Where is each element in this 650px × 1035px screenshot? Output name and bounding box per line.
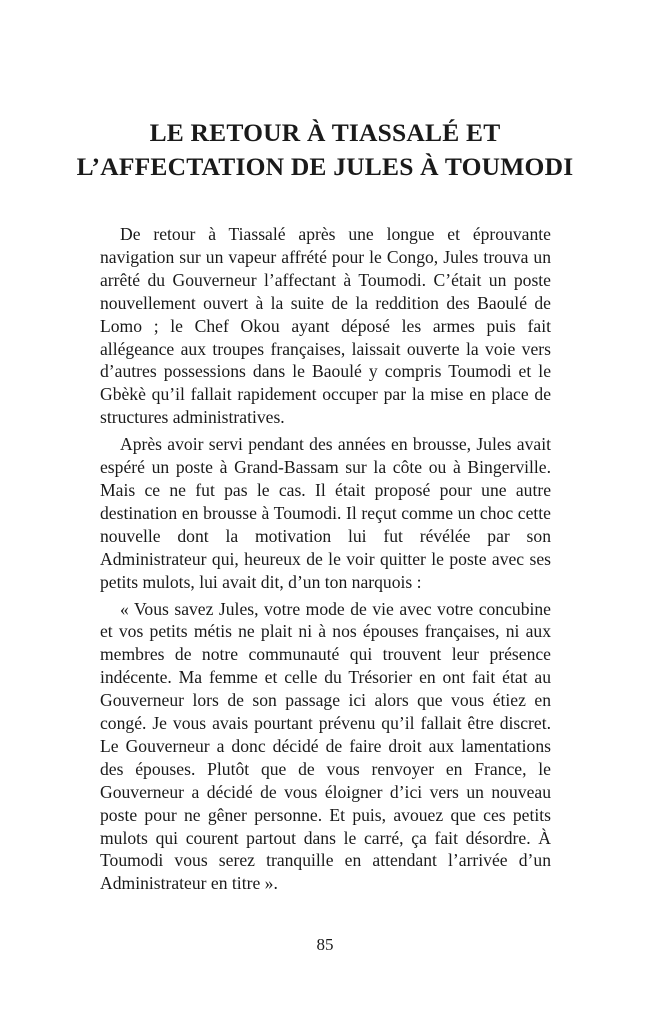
paragraph-1: De retour à Tiassalé après une longue et éprouvante navigation sur un vapeur affrété pour le Congo, Jules trouva un arrêté du Gouverneur l’affectant à Toumodi. C’était un poste nouvellement ouvert à la suite de la reddition des Baoulé de Lomo ; le Chef Okou ayant déposé les armes puis fait allégeance aux troupes françaises, laissait ouverte la voie vers d’autres possessions dans le Baoulé y compris Toumodi et le Gbèkè qu’il fallait rapidement occuper par la mise en place de structures administratives. xyxy=(100,224,551,428)
chapter-title-line-1: LE RETOUR À TIASSALÉ ET xyxy=(149,118,501,147)
paragraph-2: Après avoir servi pendant des années en brousse, Jules avait espéré un poste à Grand-Bassam sur la côte ou à Bingerville. Mais ce ne fut pas le cas. Il était proposé pour une autre destination en brousse à Toumodi. Il reçut comme un choc cette nouvelle dont la motivation lui fut révélée par son Administrateur qui, heureux de le voir quitter le poste avec ses petits mulots, lui avait dit, d’un ton narquois : xyxy=(100,434,551,592)
chapter-title xyxy=(60,116,590,184)
page-number: 85 xyxy=(316,935,334,954)
chapter-title-line-2: L’AFFECTATION DE JULES À TOUMODI xyxy=(76,152,574,181)
paragraph-3: « Vous savez Jules, votre mode de vie avec votre concubine et vos petits métis ne plait ni à nos épouses françaises, ni aux membres de notre communauté qui trouvent leur présence indécente. Ma femme et celle du Trésorier en ont fait état au Gouverneur lors de son passage ici alors que vous étiez en congé. Je vous avais pourtant prévenu qu’il fallait être discret. Le Gouverneur a donc décidé de faire droit aux lamentations des épouses. Plutôt que de vous renvoyer en France, le Gouverneur a décidé de vous éloigner d’ici vers un nouveau poste pour ne gêner personne. Et puis, avouez que ces petits mulots qui courent partout dans le carré, ça fait désordre. À Toumodi vous serez tranquille en attendant l’arrivée d’un Administrateur en titre ». xyxy=(100,598,551,894)
chapter-body xyxy=(100,223,551,899)
